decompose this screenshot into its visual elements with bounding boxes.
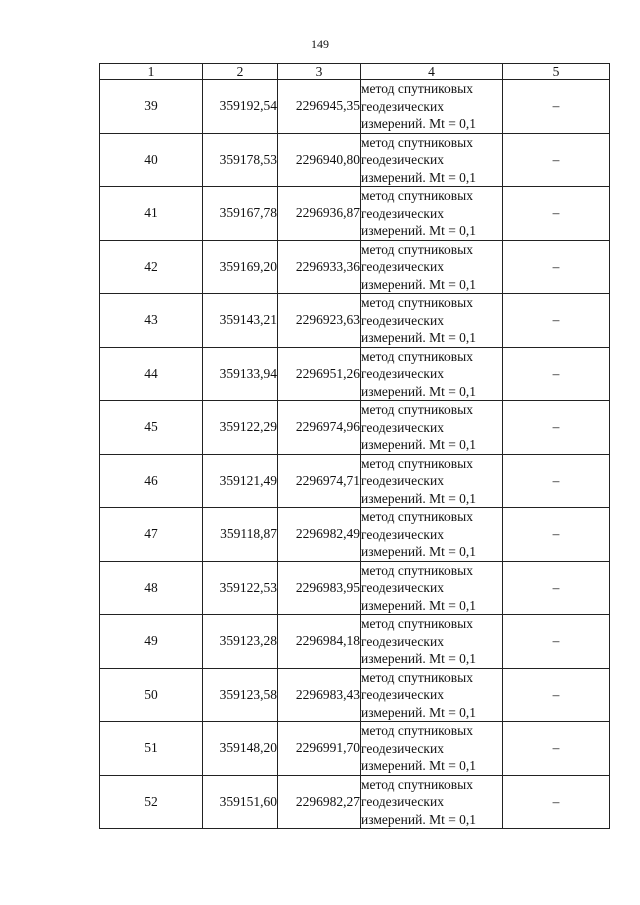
method-line: геодезических <box>361 580 444 595</box>
y-coordinate-cell: 2296974,96 <box>278 401 361 455</box>
y-coordinate-cell: 2296923,63 <box>278 294 361 348</box>
x-coordinate-cell: 359133,94 <box>203 347 278 401</box>
point-number-cell: 42 <box>100 240 203 294</box>
method-cell <box>361 187 503 241</box>
table-row <box>100 722 610 776</box>
table-row <box>100 401 610 455</box>
x-coordinate-cell: 359122,29 <box>203 401 278 455</box>
method-line: геодезических <box>361 312 444 328</box>
method-line: метод спутниковых <box>361 669 473 685</box>
table-row <box>100 240 610 294</box>
y-coordinate-cell: 2296951,26 <box>278 347 361 401</box>
method-line: метод спутниковых <box>361 81 473 96</box>
method-line: метод спутниковых <box>361 295 473 310</box>
method-line: измерений. Mt = 0,1 <box>361 330 477 345</box>
method-line: измерений. Mt = 0,1 <box>361 651 477 666</box>
x-coordinate-cell: 359121,49 <box>203 454 278 508</box>
point-number-cell: 41 <box>100 187 203 241</box>
note-cell: – <box>503 401 610 455</box>
method-cell <box>361 722 503 776</box>
point-number-cell: 46 <box>100 454 203 508</box>
y-coordinate-cell: 2296945,35 <box>278 80 361 134</box>
y-coordinate-cell: 2296936,87 <box>278 187 361 241</box>
table-row <box>100 187 610 241</box>
method-line: измерений. Mt = 0,1 <box>361 544 477 559</box>
method-cell <box>361 561 503 615</box>
method-line: геодезических <box>361 794 444 809</box>
page-number: 149 <box>311 37 329 51</box>
note-cell: – <box>503 347 610 401</box>
method-line: метод спутниковых <box>361 134 473 150</box>
note-cell: – <box>503 615 610 669</box>
method-line: измерений. Mt = 0,1 <box>361 116 477 131</box>
note-cell: – <box>503 294 610 348</box>
column-header-2: 2 <box>203 64 278 80</box>
note-cell: – <box>503 187 610 241</box>
x-coordinate-cell: 359192,54 <box>203 80 278 134</box>
method-line: измерений. Mt = 0,1 <box>361 437 477 452</box>
method-line: геодезических <box>361 152 444 167</box>
method-line: метод спутниковых <box>361 188 473 203</box>
x-coordinate-cell: 359143,21 <box>203 294 278 348</box>
point-number-cell: 44 <box>100 347 203 401</box>
method-cell <box>361 454 503 508</box>
column-header-3: 3 <box>278 64 361 80</box>
note-cell: – <box>503 668 610 722</box>
y-coordinate-cell: 2296933,36 <box>278 240 361 294</box>
note-cell: – <box>503 454 610 508</box>
note-cell: – <box>503 508 610 562</box>
method-line: метод спутниковых <box>361 562 473 578</box>
point-number-cell: 39 <box>100 80 203 134</box>
point-number-cell: 47 <box>100 508 203 562</box>
note-cell: – <box>503 80 610 134</box>
note-cell: – <box>503 722 610 776</box>
method-cell <box>361 401 503 455</box>
column-header-5: 5 <box>503 64 610 80</box>
method-cell <box>361 775 503 829</box>
method-cell <box>361 133 503 187</box>
method-line: измерений. Mt = 0,1 <box>361 169 477 185</box>
y-coordinate-cell: 2296991,70 <box>278 722 361 776</box>
table-row <box>100 561 610 615</box>
method-line: геодезических <box>361 98 444 114</box>
note-cell: – <box>503 775 610 829</box>
x-coordinate-cell: 359169,20 <box>203 240 278 294</box>
table-row <box>100 80 610 134</box>
table-row <box>100 294 610 348</box>
x-coordinate-cell: 359118,87 <box>203 508 278 562</box>
method-cell <box>361 347 503 401</box>
method-line: геодезических <box>361 526 444 542</box>
method-line: геодезических <box>361 366 444 381</box>
x-coordinate-cell: 359167,78 <box>203 187 278 241</box>
method-line: метод спутниковых <box>361 241 473 257</box>
method-line: измерений. Mt = 0,1 <box>361 758 477 773</box>
y-coordinate-cell: 2296982,27 <box>278 775 361 829</box>
method-line: геодезических <box>361 419 444 435</box>
y-coordinate-cell: 2296940,80 <box>278 133 361 187</box>
method-line: геодезических <box>361 473 444 488</box>
table-row <box>100 454 610 508</box>
method-line: метод спутниковых <box>361 723 473 738</box>
method-line: геодезических <box>361 259 444 274</box>
point-number-cell: 49 <box>100 615 203 669</box>
method-line: метод спутниковых <box>361 402 473 417</box>
note-cell: – <box>503 561 610 615</box>
table-row <box>100 775 610 829</box>
method-line: метод спутниковых <box>361 509 473 524</box>
y-coordinate-cell: 2296982,49 <box>278 508 361 562</box>
method-line: геодезических <box>361 687 444 702</box>
method-line: измерений. Mt = 0,1 <box>361 811 477 827</box>
method-line: метод спутниковых <box>361 348 473 364</box>
method-line: геодезических <box>361 633 444 649</box>
method-line: метод спутниковых <box>361 455 473 471</box>
y-coordinate-cell: 2296974,71 <box>278 454 361 508</box>
x-coordinate-cell: 359148,20 <box>203 722 278 776</box>
method-cell <box>361 80 503 134</box>
method-cell <box>361 240 503 294</box>
method-cell <box>361 508 503 562</box>
method-line: измерений. Mt = 0,1 <box>361 383 477 399</box>
y-coordinate-cell: 2296983,95 <box>278 561 361 615</box>
method-cell <box>361 294 503 348</box>
point-number-cell: 48 <box>100 561 203 615</box>
table-row <box>100 133 610 187</box>
method-cell <box>361 615 503 669</box>
point-number-cell: 43 <box>100 294 203 348</box>
method-line: измерений. Mt = 0,1 <box>361 223 477 238</box>
table-row <box>100 668 610 722</box>
method-line: метод спутниковых <box>361 776 473 792</box>
x-coordinate-cell: 359151,60 <box>203 775 278 829</box>
coordinates-table <box>99 63 610 829</box>
x-coordinate-cell: 359178,53 <box>203 133 278 187</box>
y-coordinate-cell: 2296983,43 <box>278 668 361 722</box>
column-header-4: 4 <box>361 64 503 80</box>
table-row <box>100 508 610 562</box>
point-number-cell: 51 <box>100 722 203 776</box>
method-line: измерений. Mt = 0,1 <box>361 490 477 506</box>
note-cell: – <box>503 133 610 187</box>
method-line: метод спутниковых <box>361 616 473 631</box>
table-header-row <box>100 64 610 80</box>
method-line: геодезических <box>361 205 444 221</box>
table-row <box>100 615 610 669</box>
point-number-cell: 52 <box>100 775 203 829</box>
method-line: измерений. Mt = 0,1 <box>361 704 477 720</box>
point-number-cell: 50 <box>100 668 203 722</box>
table-row <box>100 347 610 401</box>
column-header-1: 1 <box>100 64 203 80</box>
method-line: измерений. Mt = 0,1 <box>361 597 477 613</box>
x-coordinate-cell: 359123,28 <box>203 615 278 669</box>
method-line: геодезических <box>361 740 444 756</box>
y-coordinate-cell: 2296984,18 <box>278 615 361 669</box>
point-number-cell: 40 <box>100 133 203 187</box>
x-coordinate-cell: 359122,53 <box>203 561 278 615</box>
method-line: измерений. Mt = 0,1 <box>361 276 477 292</box>
x-coordinate-cell: 359123,58 <box>203 668 278 722</box>
note-cell: – <box>503 240 610 294</box>
point-number-cell: 45 <box>100 401 203 455</box>
method-cell <box>361 668 503 722</box>
